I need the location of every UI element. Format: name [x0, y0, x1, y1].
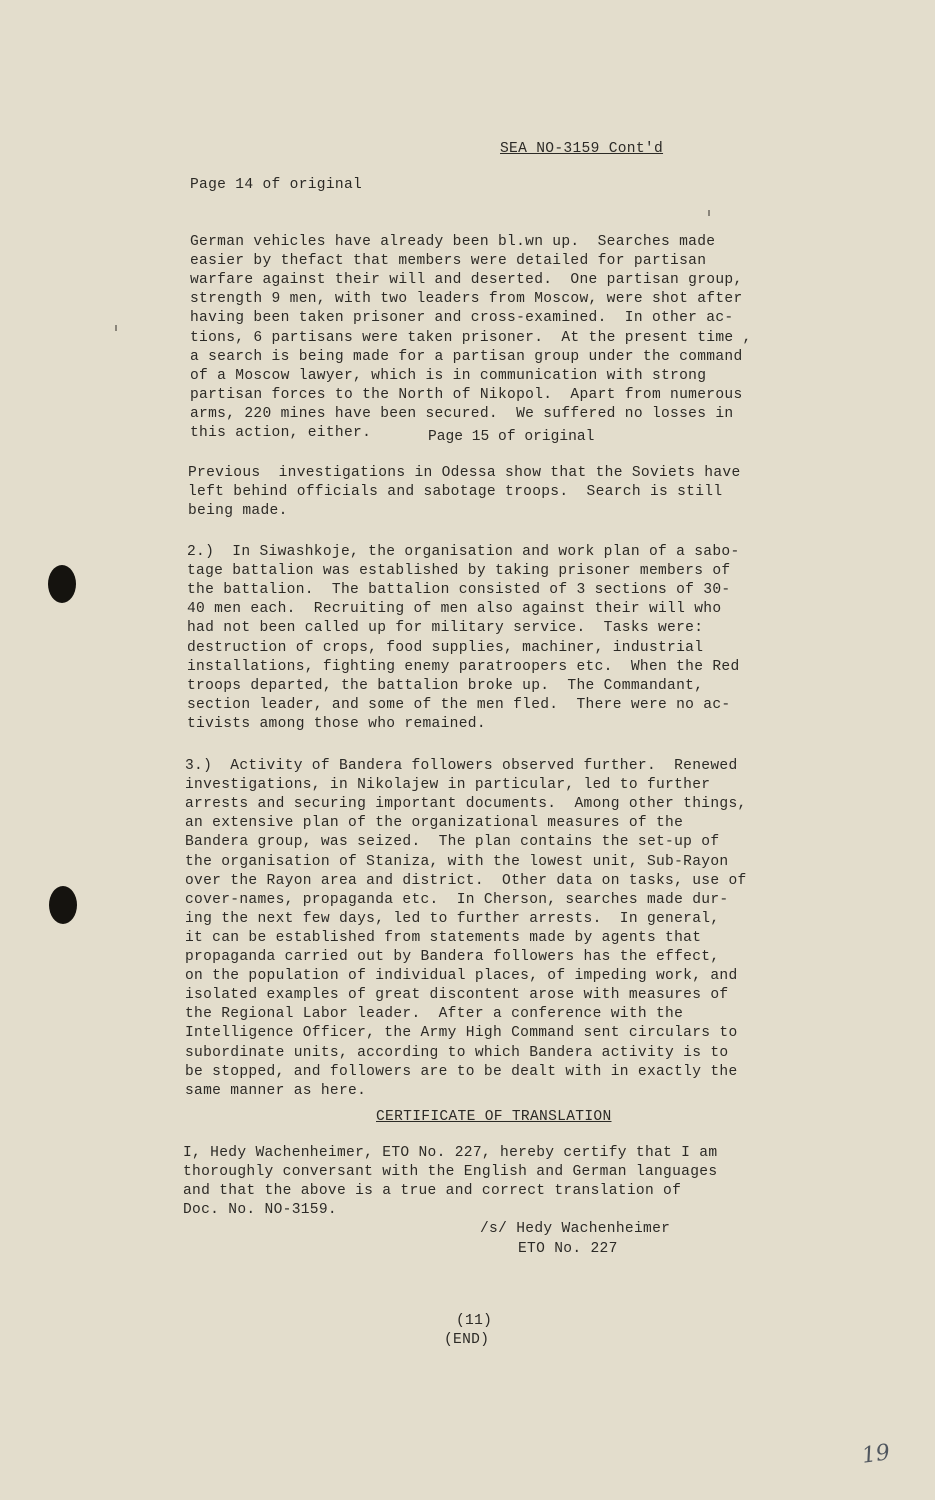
text-line: cover-names, propaganda etc. In Cherson, searches made dur-: [185, 891, 729, 908]
page-reference-inline: Page 15 of original: [428, 429, 595, 445]
text-line: arrests and securing important documents. Among other things,: [185, 796, 747, 813]
text-line: a search is being made for a partisan group under the command: [190, 348, 743, 365]
text-line: destruction of crops, food supplies, machiner, industrial: [187, 639, 704, 656]
text-line: the organisation of Staniza, with the lowest unit, Sub-Rayon: [185, 853, 729, 870]
text-line: left behind officials and sabotage troops. Search is still: [188, 484, 723, 501]
text-line: thoroughly conversant with the English and German languages: [183, 1164, 718, 1181]
text-line: ing the next few days, led to further arrests. In general,: [185, 910, 720, 927]
text-line: section leader, and some of the men fled. There were no ac-: [187, 696, 731, 713]
signature-line: /s/ Hedy Wachenheimer: [480, 1221, 671, 1237]
text-line: isolated examples of great discontent arose with measures of: [185, 987, 729, 1004]
text-line: on the population of individual places, of impeding work, and: [185, 968, 738, 985]
certificate-title: CERTIFICATE OF TRANSLATION: [376, 1109, 612, 1125]
punch-hole-top: [48, 565, 76, 603]
document-header: SEA NO-3159 Cont'd: [500, 141, 664, 157]
text-line: over the Rayon area and district. Other data on tasks, use of: [185, 872, 747, 889]
text-line: and that the above is a true and correct translation of: [183, 1183, 682, 1200]
text-line: Doc. No. NO-3159.: [183, 1202, 337, 1219]
text-line: an extensive plan of the organizational measures of the: [185, 815, 684, 832]
text-line: easier by thefact that members were detailed for partisan: [190, 253, 707, 270]
text-line: propaganda carried out by Bandera followers has the effect,: [185, 949, 720, 965]
text-line: warfare against their will and deserted. One partisan group,: [190, 272, 743, 289]
text-line: having been taken prisoner and cross-examined. In other ac-: [190, 310, 734, 327]
text-line: investigations, in Nikolajew in particular, led to further: [185, 777, 711, 794]
text-line: German vehicles have already been bl.wn up. Searches made: [190, 234, 716, 250]
text-line: being made.: [188, 503, 288, 520]
text-line: partisan forces to the North of Nikopol. Apart from numerous: [190, 386, 743, 403]
page-number: (11): [456, 1313, 493, 1329]
text-line: it can be established from statements made by agents that: [185, 929, 702, 946]
paper-speck: [115, 325, 117, 331]
text-line: the battalion. The battalion consisted of 3 sections of 30-: [187, 582, 731, 599]
text-line: installations, fighting enemy paratroopers etc. When the Red: [187, 658, 740, 675]
text-line: strength 9 men, with two leaders from Moscow, were shot after: [190, 291, 743, 308]
text-line: tivists among those who remained.: [187, 715, 486, 732]
text-line: 2.) In Siwashkoje, the organisation and work plan of a sabo-: [187, 544, 740, 560]
text-line: had not been called up for military service. Tasks were:: [187, 620, 704, 637]
end-mark: (END): [444, 1332, 490, 1348]
text-line: I, Hedy Wachenheimer, ETO No. 227, hereby certify that I am: [183, 1145, 718, 1161]
text-line: Bandera group, was seized. The plan contains the set-up of: [185, 834, 720, 851]
handwritten-page-number: 19: [860, 1440, 892, 1469]
text-line: tage battalion was established by taking prisoner members of: [187, 563, 731, 580]
text-line: 40 men each. Recruiting of men also against their will who: [187, 601, 722, 618]
text-line: same manner as here.: [185, 1082, 367, 1099]
text-line: subordinate units, according to which Bandera activity is to: [185, 1044, 729, 1061]
text-line: tions, 6 partisans were taken prisoner. At the present time ,: [190, 329, 752, 346]
text-line: troops departed, the battalion broke up. The Commandant,: [187, 677, 704, 694]
text-line: of a Moscow lawyer, which is in communication with strong: [190, 367, 707, 384]
text-line: Previous investigations in Odessa show that the Soviets have: [188, 465, 741, 481]
text-line: this action, either.: [190, 425, 372, 441]
text-line: 3.) Activity of Bandera followers observed further. Renewed: [185, 758, 738, 774]
paper-speck: [708, 210, 710, 216]
text-line: arms, 220 mines have been secured. We suffered no losses in: [190, 405, 734, 422]
text-line: Intelligence Officer, the Army High Command sent circulars to: [185, 1025, 738, 1042]
page-reference: Page 14 of original: [190, 177, 363, 193]
text-line: the Regional Labor leader. After a conference with the: [185, 1006, 684, 1023]
text-line: be stopped, and followers are to be dealt with in exactly the: [185, 1063, 738, 1080]
punch-hole-bottom: [49, 886, 77, 924]
eto-number: ETO No. 227: [518, 1241, 618, 1257]
